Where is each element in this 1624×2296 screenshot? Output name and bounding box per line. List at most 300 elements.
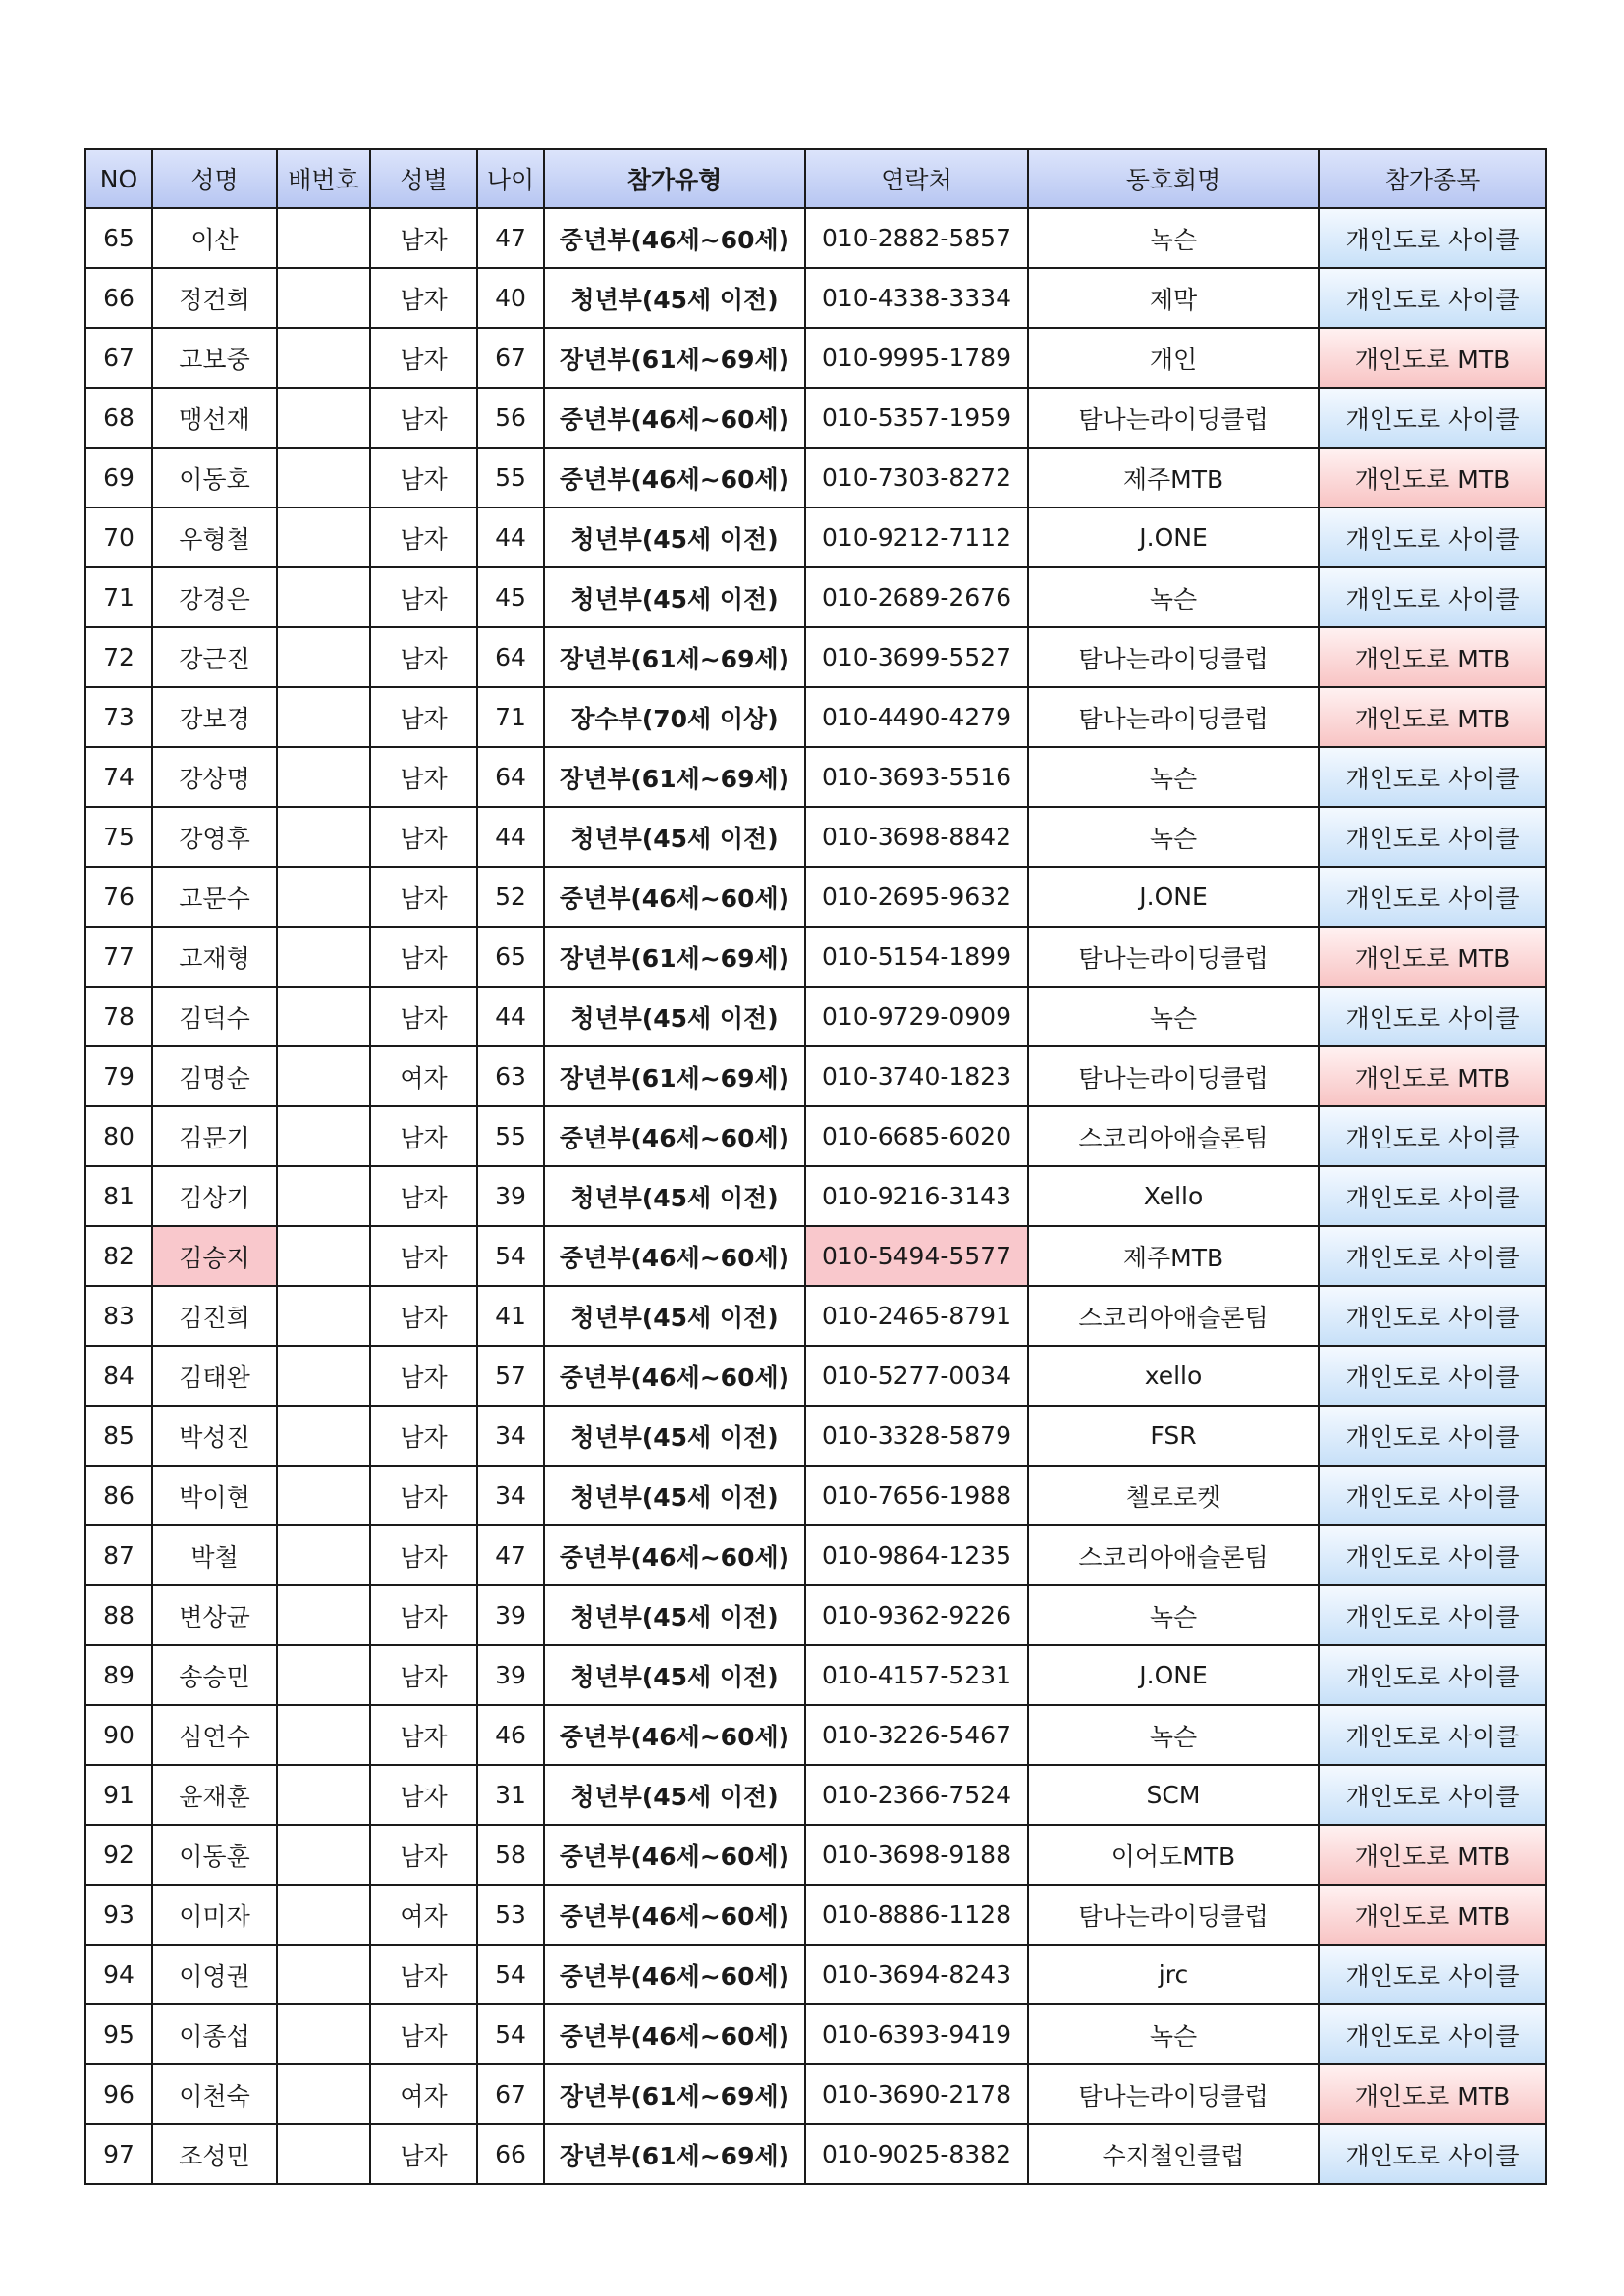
cell-category: 중년부(46세~60세) (544, 448, 805, 507)
cell-no: 84 (85, 1346, 152, 1406)
cell-name: 고문수 (152, 867, 277, 927)
table-row (85, 567, 1546, 627)
cell-age: 52 (477, 867, 544, 927)
cell-name: 강상명 (152, 747, 277, 807)
cell-event: 개인도로 사이클 (1319, 1945, 1546, 2004)
cell-phone: 010-5357-1959 (805, 388, 1028, 448)
cell-name: 김덕수 (152, 987, 277, 1046)
table-row (85, 1525, 1546, 1585)
cell-age: 39 (477, 1166, 544, 1226)
cell-club: 제주MTB (1028, 1226, 1319, 1286)
cell-age: 54 (477, 1226, 544, 1286)
cell-age: 34 (477, 1406, 544, 1466)
table-row (85, 1466, 1546, 1525)
cell-gender: 남자 (370, 1286, 477, 1346)
cell-category: 청년부(45세 이전) (544, 507, 805, 567)
cell-age: 31 (477, 1765, 544, 1825)
cell-phone: 010-9864-1235 (805, 1525, 1028, 1585)
cell-phone: 010-5154-1899 (805, 927, 1028, 987)
cell-club: Xello (1028, 1166, 1319, 1226)
cell-event: 개인도로 사이클 (1319, 567, 1546, 627)
cell-name: 조성민 (152, 2124, 277, 2184)
cell-bib (277, 1286, 370, 1346)
cell-age: 55 (477, 1106, 544, 1166)
cell-club: 녹슨 (1028, 208, 1319, 268)
cell-name: 김승지 (152, 1226, 277, 1286)
cell-name: 강보경 (152, 687, 277, 747)
cell-event: 개인도로 사이클 (1319, 867, 1546, 927)
header-club: 동호회명 (1028, 149, 1319, 208)
cell-club: J.ONE (1028, 1645, 1319, 1705)
cell-gender: 남자 (370, 507, 477, 567)
cell-age: 57 (477, 1346, 544, 1406)
cell-club: 스코리아애슬론팀 (1028, 1286, 1319, 1346)
cell-event: 개인도로 사이클 (1319, 1705, 1546, 1765)
cell-bib (277, 1705, 370, 1765)
cell-age: 40 (477, 268, 544, 328)
table-row (85, 328, 1546, 388)
cell-phone: 010-2689-2676 (805, 567, 1028, 627)
cell-event: 개인도로 사이클 (1319, 1765, 1546, 1825)
cell-bib (277, 1885, 370, 1945)
cell-name: 윤재훈 (152, 1765, 277, 1825)
cell-gender: 남자 (370, 388, 477, 448)
cell-gender: 남자 (370, 867, 477, 927)
cell-event: 개인도로 MTB (1319, 328, 1546, 388)
cell-phone: 010-2695-9632 (805, 867, 1028, 927)
cell-bib (277, 1166, 370, 1226)
cell-gender: 남자 (370, 328, 477, 388)
cell-club: 탐나는라이딩클럽 (1028, 2064, 1319, 2124)
cell-no: 65 (85, 208, 152, 268)
cell-gender: 남자 (370, 448, 477, 507)
cell-phone: 010-9216-3143 (805, 1166, 1028, 1226)
cell-bib (277, 1945, 370, 2004)
cell-event: 개인도로 사이클 (1319, 388, 1546, 448)
table-row (85, 927, 1546, 987)
cell-age: 46 (477, 1705, 544, 1765)
cell-no: 81 (85, 1166, 152, 1226)
table-row (85, 1825, 1546, 1885)
cell-bib (277, 567, 370, 627)
cell-category: 장년부(61세~69세) (544, 747, 805, 807)
table-row (85, 1765, 1546, 1825)
table-row (85, 208, 1546, 268)
cell-phone: 010-3693-5516 (805, 747, 1028, 807)
cell-name: 이동훈 (152, 1825, 277, 1885)
cell-phone: 010-9362-9226 (805, 1585, 1028, 1645)
cell-club: 스코리아애슬론팀 (1028, 1525, 1319, 1585)
cell-no: 93 (85, 1885, 152, 1945)
cell-bib (277, 1046, 370, 1106)
cell-club: 녹슨 (1028, 1705, 1319, 1765)
cell-name: 강경은 (152, 567, 277, 627)
cell-age: 54 (477, 2004, 544, 2064)
cell-gender: 남자 (370, 1705, 477, 1765)
cell-bib (277, 388, 370, 448)
cell-age: 58 (477, 1825, 544, 1885)
cell-bib (277, 627, 370, 687)
cell-club: jrc (1028, 1945, 1319, 2004)
cell-club: 이어도MTB (1028, 1825, 1319, 1885)
cell-phone: 010-9995-1789 (805, 328, 1028, 388)
cell-category: 장수부(70세 이상) (544, 687, 805, 747)
cell-no: 74 (85, 747, 152, 807)
cell-no: 72 (85, 627, 152, 687)
cell-phone: 010-3698-8842 (805, 807, 1028, 867)
table-row (85, 507, 1546, 567)
cell-bib (277, 1346, 370, 1406)
table-row (85, 1885, 1546, 1945)
cell-bib (277, 867, 370, 927)
cell-age: 34 (477, 1466, 544, 1525)
cell-category: 청년부(45세 이전) (544, 268, 805, 328)
cell-gender: 남자 (370, 268, 477, 328)
cell-age: 56 (477, 388, 544, 448)
table-row (85, 2004, 1546, 2064)
table-row (85, 2064, 1546, 2124)
cell-club: 탐나는라이딩클럽 (1028, 1046, 1319, 1106)
cell-event: 개인도로 사이클 (1319, 987, 1546, 1046)
cell-no: 76 (85, 867, 152, 927)
cell-event: 개인도로 MTB (1319, 1885, 1546, 1945)
cell-name: 고재형 (152, 927, 277, 987)
cell-event: 개인도로 사이클 (1319, 1406, 1546, 1466)
cell-category: 장년부(61세~69세) (544, 2064, 805, 2124)
cell-category: 청년부(45세 이전) (544, 1645, 805, 1705)
cell-bib (277, 2004, 370, 2064)
cell-age: 65 (477, 927, 544, 987)
cell-name: 강영후 (152, 807, 277, 867)
cell-no: 96 (85, 2064, 152, 2124)
cell-age: 44 (477, 507, 544, 567)
cell-no: 89 (85, 1645, 152, 1705)
cell-category: 중년부(46세~60세) (544, 1525, 805, 1585)
cell-no: 80 (85, 1106, 152, 1166)
cell-age: 53 (477, 1885, 544, 1945)
cell-bib (277, 2124, 370, 2184)
cell-event: 개인도로 사이클 (1319, 2124, 1546, 2184)
cell-bib (277, 1825, 370, 1885)
cell-name: 김상기 (152, 1166, 277, 1226)
cell-gender: 여자 (370, 1046, 477, 1106)
cell-category: 청년부(45세 이전) (544, 1166, 805, 1226)
cell-name: 김명순 (152, 1046, 277, 1106)
cell-gender: 남자 (370, 1525, 477, 1585)
cell-no: 68 (85, 388, 152, 448)
cell-event: 개인도로 사이클 (1319, 1466, 1546, 1525)
cell-category: 중년부(46세~60세) (544, 208, 805, 268)
table-row (85, 1106, 1546, 1166)
cell-name: 강근진 (152, 627, 277, 687)
cell-age: 64 (477, 627, 544, 687)
cell-no: 73 (85, 687, 152, 747)
cell-bib (277, 1226, 370, 1286)
cell-event: 개인도로 사이클 (1319, 1226, 1546, 1286)
cell-name: 박성진 (152, 1406, 277, 1466)
cell-event: 개인도로 MTB (1319, 448, 1546, 507)
cell-phone: 010-3698-9188 (805, 1825, 1028, 1885)
table-row (85, 747, 1546, 807)
cell-club: 녹슨 (1028, 747, 1319, 807)
cell-no: 77 (85, 927, 152, 987)
cell-event: 개인도로 사이클 (1319, 1106, 1546, 1166)
cell-gender: 남자 (370, 987, 477, 1046)
cell-category: 청년부(45세 이전) (544, 1765, 805, 1825)
cell-event: 개인도로 사이클 (1319, 1346, 1546, 1406)
cell-age: 44 (477, 987, 544, 1046)
header-no: NO (85, 149, 152, 208)
cell-gender: 남자 (370, 1406, 477, 1466)
cell-no: 79 (85, 1046, 152, 1106)
cell-event: 개인도로 사이클 (1319, 268, 1546, 328)
cell-name: 이종섭 (152, 2004, 277, 2064)
cell-phone: 010-4157-5231 (805, 1645, 1028, 1705)
cell-club: 탐나는라이딩클럽 (1028, 627, 1319, 687)
cell-name: 고보중 (152, 328, 277, 388)
cell-phone: 010-8886-1128 (805, 1885, 1028, 1945)
cell-no: 92 (85, 1825, 152, 1885)
table-row (85, 1046, 1546, 1106)
table-row (85, 1645, 1546, 1705)
cell-category: 장년부(61세~69세) (544, 1046, 805, 1106)
cell-phone: 010-4338-3334 (805, 268, 1028, 328)
cell-no: 69 (85, 448, 152, 507)
cell-age: 39 (477, 1585, 544, 1645)
cell-club: 녹슨 (1028, 807, 1319, 867)
cell-category: 중년부(46세~60세) (544, 867, 805, 927)
cell-gender: 여자 (370, 1885, 477, 1945)
cell-bib (277, 507, 370, 567)
participant-table (84, 148, 1547, 2185)
cell-category: 청년부(45세 이전) (544, 987, 805, 1046)
cell-no: 85 (85, 1406, 152, 1466)
cell-bib (277, 1106, 370, 1166)
cell-gender: 남자 (370, 1466, 477, 1525)
cell-club: 첼로로켓 (1028, 1466, 1319, 1525)
cell-phone: 010-3226-5467 (805, 1705, 1028, 1765)
cell-event: 개인도로 MTB (1319, 1825, 1546, 1885)
cell-category: 청년부(45세 이전) (544, 1406, 805, 1466)
cell-age: 71 (477, 687, 544, 747)
cell-name: 박이현 (152, 1466, 277, 1525)
cell-name: 김태완 (152, 1346, 277, 1406)
cell-bib (277, 927, 370, 987)
cell-phone: 010-9025-8382 (805, 2124, 1028, 2184)
cell-age: 63 (477, 1046, 544, 1106)
cell-category: 장년부(61세~69세) (544, 328, 805, 388)
table-row (85, 1705, 1546, 1765)
cell-gender: 남자 (370, 927, 477, 987)
cell-club: xello (1028, 1346, 1319, 1406)
cell-no: 83 (85, 1286, 152, 1346)
cell-category: 장년부(61세~69세) (544, 927, 805, 987)
cell-bib (277, 687, 370, 747)
cell-event: 개인도로 사이클 (1319, 1286, 1546, 1346)
header-event: 참가종목 (1319, 149, 1546, 208)
cell-gender: 남자 (370, 1765, 477, 1825)
cell-phone: 010-3699-5527 (805, 627, 1028, 687)
cell-event: 개인도로 사이클 (1319, 208, 1546, 268)
cell-bib (277, 268, 370, 328)
table-row (85, 807, 1546, 867)
cell-club: 개인 (1028, 328, 1319, 388)
header-category: 참가유형 (544, 149, 805, 208)
cell-age: 47 (477, 1525, 544, 1585)
cell-category: 청년부(45세 이전) (544, 807, 805, 867)
cell-bib (277, 208, 370, 268)
cell-gender: 남자 (370, 1346, 477, 1406)
cell-phone: 010-2882-5857 (805, 208, 1028, 268)
cell-category: 장년부(61세~69세) (544, 2124, 805, 2184)
cell-category: 중년부(46세~60세) (544, 1705, 805, 1765)
cell-name: 송승민 (152, 1645, 277, 1705)
cell-phone: 010-9212-7112 (805, 507, 1028, 567)
cell-age: 41 (477, 1286, 544, 1346)
cell-no: 88 (85, 1585, 152, 1645)
cell-name: 이동호 (152, 448, 277, 507)
cell-phone: 010-2465-8791 (805, 1286, 1028, 1346)
cell-phone: 010-6393-9419 (805, 2004, 1028, 2064)
table-row (85, 2124, 1546, 2184)
cell-phone: 010-7656-1988 (805, 1466, 1028, 1525)
cell-age: 67 (477, 328, 544, 388)
cell-gender: 남자 (370, 208, 477, 268)
cell-gender: 남자 (370, 1825, 477, 1885)
cell-phone: 010-3690-2178 (805, 2064, 1028, 2124)
table-row (85, 1226, 1546, 1286)
cell-gender: 남자 (370, 567, 477, 627)
cell-no: 87 (85, 1525, 152, 1585)
cell-name: 맹선재 (152, 388, 277, 448)
cell-bib (277, 1585, 370, 1645)
cell-club: J.ONE (1028, 507, 1319, 567)
table-row (85, 627, 1546, 687)
table-row (85, 1286, 1546, 1346)
cell-no: 78 (85, 987, 152, 1046)
cell-club: 녹슨 (1028, 987, 1319, 1046)
table-row (85, 1585, 1546, 1645)
cell-gender: 남자 (370, 807, 477, 867)
cell-no: 67 (85, 328, 152, 388)
table-row (85, 687, 1546, 747)
cell-phone: 010-5277-0034 (805, 1346, 1028, 1406)
cell-name: 우형철 (152, 507, 277, 567)
cell-club: 탐나는라이딩클럽 (1028, 388, 1319, 448)
cell-no: 75 (85, 807, 152, 867)
cell-phone: 010-3740-1823 (805, 1046, 1028, 1106)
cell-age: 44 (477, 807, 544, 867)
cell-gender: 남자 (370, 1106, 477, 1166)
cell-category: 청년부(45세 이전) (544, 1286, 805, 1346)
cell-event: 개인도로 MTB (1319, 687, 1546, 747)
table-row (85, 1406, 1546, 1466)
cell-club: SCM (1028, 1765, 1319, 1825)
table-row (85, 987, 1546, 1046)
cell-gender: 남자 (370, 687, 477, 747)
cell-no: 71 (85, 567, 152, 627)
cell-club: 탐나는라이딩클럽 (1028, 687, 1319, 747)
cell-event: 개인도로 MTB (1319, 927, 1546, 987)
header-gender: 성별 (370, 149, 477, 208)
cell-no: 82 (85, 1226, 152, 1286)
cell-category: 장년부(61세~69세) (544, 627, 805, 687)
cell-category: 청년부(45세 이전) (544, 1466, 805, 1525)
cell-name: 김문기 (152, 1106, 277, 1166)
cell-event: 개인도로 사이클 (1319, 1525, 1546, 1585)
cell-no: 90 (85, 1705, 152, 1765)
cell-category: 중년부(46세~60세) (544, 1226, 805, 1286)
cell-gender: 남자 (370, 1166, 477, 1226)
cell-no: 70 (85, 507, 152, 567)
cell-gender: 남자 (370, 1585, 477, 1645)
cell-club: 스코리아애슬론팀 (1028, 1106, 1319, 1166)
table-row (85, 268, 1546, 328)
cell-club: 녹슨 (1028, 2004, 1319, 2064)
cell-event: 개인도로 MTB (1319, 2064, 1546, 2124)
table-row (85, 1166, 1546, 1226)
cell-bib (277, 807, 370, 867)
cell-name: 심연수 (152, 1705, 277, 1765)
cell-club: 녹슨 (1028, 567, 1319, 627)
cell-name: 이미자 (152, 1885, 277, 1945)
cell-age: 54 (477, 1945, 544, 2004)
cell-gender: 남자 (370, 747, 477, 807)
cell-bib (277, 328, 370, 388)
cell-bib (277, 1645, 370, 1705)
cell-bib (277, 448, 370, 507)
cell-club: 탐나는라이딩클럽 (1028, 1885, 1319, 1945)
cell-name: 변상균 (152, 1585, 277, 1645)
cell-age: 47 (477, 208, 544, 268)
cell-event: 개인도로 사이클 (1319, 807, 1546, 867)
cell-phone: 010-3694-8243 (805, 1945, 1028, 2004)
cell-category: 중년부(46세~60세) (544, 1825, 805, 1885)
table-row (85, 448, 1546, 507)
table-row (85, 867, 1546, 927)
cell-club: J.ONE (1028, 867, 1319, 927)
cell-club: 제막 (1028, 268, 1319, 328)
cell-bib (277, 1765, 370, 1825)
cell-gender: 남자 (370, 1945, 477, 2004)
cell-phone: 010-5494-5577 (805, 1226, 1028, 1286)
cell-phone: 010-2366-7524 (805, 1765, 1028, 1825)
cell-age: 39 (477, 1645, 544, 1705)
cell-no: 95 (85, 2004, 152, 2064)
header-bib: 배번호 (277, 149, 370, 208)
cell-event: 개인도로 사이클 (1319, 2004, 1546, 2064)
cell-no: 86 (85, 1466, 152, 1525)
cell-bib (277, 1406, 370, 1466)
cell-bib (277, 747, 370, 807)
cell-name: 이천숙 (152, 2064, 277, 2124)
cell-no: 66 (85, 268, 152, 328)
cell-event: 개인도로 사이클 (1319, 747, 1546, 807)
cell-age: 66 (477, 2124, 544, 2184)
cell-age: 64 (477, 747, 544, 807)
cell-name: 이영권 (152, 1945, 277, 2004)
cell-category: 중년부(46세~60세) (544, 1945, 805, 2004)
cell-bib (277, 2064, 370, 2124)
table-row (85, 1945, 1546, 2004)
header-phone: 연락처 (805, 149, 1028, 208)
cell-category: 청년부(45세 이전) (544, 567, 805, 627)
table-body (85, 208, 1546, 2184)
header-row (85, 149, 1546, 208)
cell-age: 55 (477, 448, 544, 507)
table-row (85, 1346, 1546, 1406)
cell-name: 정건희 (152, 268, 277, 328)
